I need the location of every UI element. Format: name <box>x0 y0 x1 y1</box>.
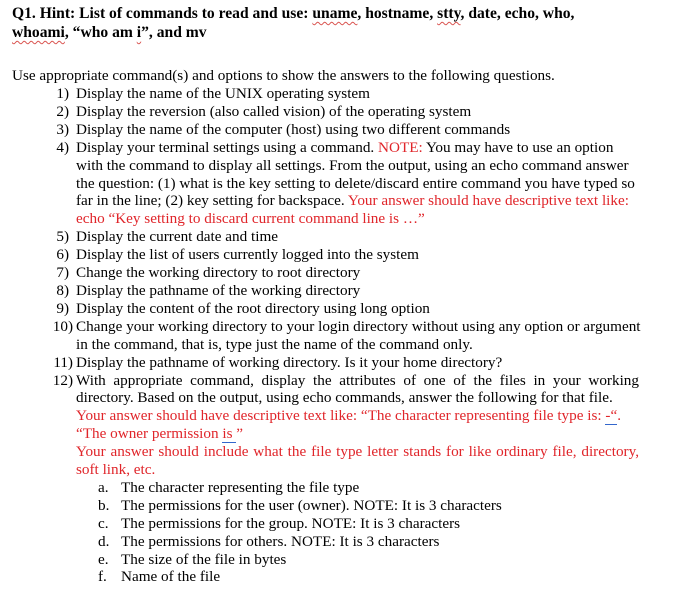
sub-item: f. Name of the file <box>98 568 221 586</box>
list-item: 9) Display the content of the root directory using long option <box>56 299 430 317</box>
list-item: 2) Display the reversion (also called vision) of the operating system <box>56 102 472 120</box>
list-item: 6) Display the list of users currently logged into the system <box>56 246 419 264</box>
spellcheck-stty: stty <box>437 5 461 22</box>
question-list <box>0 85 674 586</box>
sub-item: c. The permissions for the group. NOTE: It is 3 characters <box>98 514 461 532</box>
list-item: 7) Change the working directory to root directory <box>56 264 361 282</box>
spellcheck-whoami: whoami <box>12 24 65 41</box>
answer-instruction: Your answer should have descriptive text like: “The character representing file type is: -“. “The owner permission is ” Your answer should include what the file type letter stands for like ordinary file, directory, soft link, etc. <box>76 407 639 479</box>
answer-instruction: Your answer should have descriptive text like: echo “Key setting to discard current command line is …” <box>76 192 629 228</box>
list-item: 10) Change your working directory to your login directory without using any option or argument in the command, that is, type just the name of the command only. <box>52 317 641 353</box>
spellcheck-uname: uname <box>312 5 358 22</box>
list-item: 8) Display the pathname of the working directory <box>56 281 361 299</box>
list-item: 4) Display your terminal settings using a command. NOTE: You may have to use an option with the command to display all settings. From the output, using an echo command answer the question: (1) what is the key setting to delete/discard entire command you have typed so far in the line; (2) key setting for backspace. Your answer should have descriptive text like: echo “Key setting to discard current command line is …” <box>56 138 635 228</box>
question-heading: Q1. Hint: List of commands to read and use: uname, hostname, stty, date, echo, who, whoami, “who am i”, and mv <box>12 5 575 41</box>
sub-item: e. The size of the file in bytes <box>98 550 287 568</box>
sub-item: b. The permissions for the user (owner). NOTE: It is 3 characters <box>98 496 502 514</box>
spellcheck-i: i <box>136 24 142 41</box>
list-item: 5) Display the current date and time <box>56 228 279 246</box>
sub-item: a. The character representing the file type <box>98 478 360 496</box>
note-label: NOTE: <box>378 138 423 156</box>
sub-item: d. The permissions for others. NOTE: It is 3 characters <box>98 532 440 550</box>
intro-text: Use appropriate command(s) and options to show the answers to the following questions. <box>12 67 555 84</box>
list-item: 1) Display the name of the UNIX operating system <box>56 85 370 102</box>
list-item: 11) Display the pathname of working directory. Is it your home directory? <box>53 353 503 371</box>
list-item: 3) Display the name of the computer (host) using two different commands <box>56 120 511 138</box>
list-item: 12) With appropriate command, display the attributes of one of the files in your working directory. Based on the output, using echo commands, answer the following for that file. Your answer should have descriptive text like: “The character representing file type is: -“. “The owner permission is ” Your answer should include what the file type letter stands for like ordinary file, directory, soft link, etc. <box>52 371 639 479</box>
